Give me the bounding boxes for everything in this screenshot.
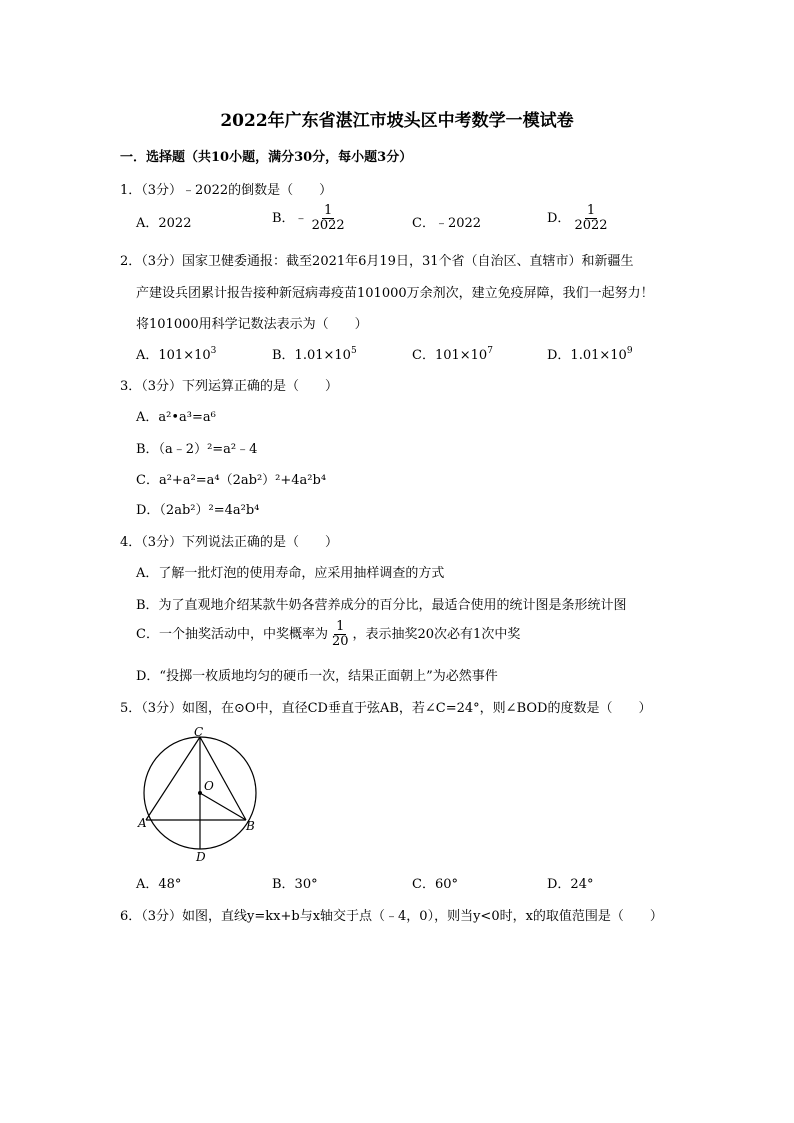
fraction-numerator: 1: [336, 619, 345, 634]
label-b: B: [246, 819, 255, 833]
q5-option-d: D．24°: [547, 877, 594, 892]
fraction-numerator: 1: [586, 203, 596, 218]
question-3-stem: 3．（3分）下列运算正确的是（ ）: [120, 379, 339, 394]
label-c: C: [194, 725, 204, 739]
q2-option-b-exponent: 5: [350, 346, 357, 356]
q5-option-b: B．30°: [272, 877, 318, 892]
q2-option-c: [412, 344, 493, 363]
q2-option-a-exponent: 3: [210, 346, 217, 356]
fraction-denominator: 2022: [574, 218, 608, 233]
circle-geometry-figure: [130, 724, 270, 864]
q3-option-b: B．（a﹣2）²=a²﹣4: [136, 442, 258, 457]
q5-option-a: A．48°: [136, 877, 182, 892]
q2-option-c-base: C．101×10: [412, 348, 488, 363]
question-2-line-1: 2．（3分）国家卫健委通报：截至2021年6月19日，31个省（自治区、直辖市）和新疆生: [120, 254, 634, 269]
center-point-o: [198, 791, 202, 795]
question-4-stem: 4．（3分）下列说法正确的是（ ）: [120, 535, 339, 550]
q2-option-d-exponent: 9: [626, 346, 633, 356]
fraction-denominator: 20: [331, 634, 349, 649]
q3-option-d: D．（2ab²）²=4a²b⁴: [136, 503, 260, 518]
question-5-stem: 5．（3分）如图，在⊙O中，直径CD垂直于弦AB，若∠C=24°，则∠BOD的度数是（ ）: [120, 701, 652, 716]
q1-option-d-fraction: [572, 204, 609, 233]
q4-option-c-prefix: C．一个抽奖活动中，中奖概率为: [136, 627, 328, 642]
fraction-numerator: 1: [323, 203, 333, 218]
q3-option-c: C．a²+a²=a⁴（2ab²）²+4a²b⁴: [136, 473, 327, 488]
q4-option-a: A．了解一批灯泡的使用寿命，应采用抽样调查的方式: [136, 566, 445, 581]
q2-option-a-base: A．101×10: [136, 348, 211, 363]
q4-option-c: [136, 620, 520, 649]
q4-option-b: B．为了直观地介绍某款牛奶各营养成分的百分比，最适合使用的统计图是条形统计图: [136, 598, 627, 613]
q2-option-a: [136, 344, 216, 363]
q4-option-c-fraction: [330, 620, 351, 649]
q2-option-b-base: B．1.01×10: [272, 348, 351, 363]
q2-option-b: [272, 344, 357, 363]
q1-option-c: C．﹣2022: [412, 216, 482, 231]
segment-ca: [146, 737, 200, 820]
question-2-line-3: 将101000用科学记数法表示为（ ）: [136, 317, 368, 332]
label-o: O: [204, 779, 214, 793]
q1-option-b-prefix: B．﹣: [272, 211, 308, 226]
q1-option-a: A．2022: [136, 216, 192, 231]
q2-option-d-base: D．1.01×10: [547, 348, 627, 363]
q1-option-b: [272, 204, 349, 233]
q4-option-d: D．“投掷一枚质地均匀的硬币一次，结果正面朝上”为必然事件: [136, 669, 498, 684]
q2-option-c-exponent: 7: [487, 346, 493, 356]
fraction-denominator: 2022: [311, 218, 345, 233]
label-a: A: [138, 816, 147, 830]
label-d: D: [196, 850, 206, 864]
question-1-stem: 1．（3分）﹣2022的倒数是（ ）: [120, 183, 333, 198]
section-heading: 一．选择题（共10小题，满分30分，每小题3分）: [120, 150, 413, 165]
question-2-line-2: 产建设兵团累计报告接种新冠病毒疫苗101000万余剂次，建立免疫屏障，我们一起努力！: [136, 286, 654, 301]
q2-option-d: [547, 344, 633, 363]
q1-option-d: [547, 204, 612, 233]
q1-option-b-fraction: [310, 204, 347, 233]
q4-option-c-suffix: ，表示抽奖20次必有1次中奖: [352, 627, 521, 642]
q3-option-a: A．a²•a³=a⁶: [136, 410, 216, 425]
q1-option-d-prefix: D．: [547, 211, 571, 226]
page-title: 2022年广东省湛江市坡头区中考数学一模试卷: [220, 111, 574, 131]
q5-option-c: C．60°: [412, 877, 458, 892]
question-6-stem: 6．（3分）如图，直线y=kx+b与x轴交于点（﹣4，0），则当y<0时，x的取值范围是（ ）: [120, 909, 663, 924]
